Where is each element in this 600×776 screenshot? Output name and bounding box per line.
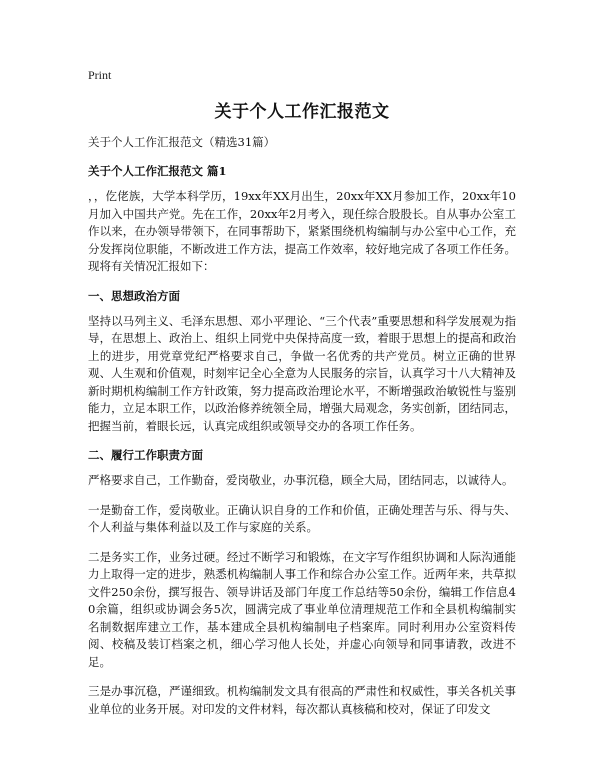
point-three-paragraph: 三是办事沉稳，严谨细致。机构编制发文具有很高的严肃性和权威性，事关各机关事业单位的业务开展。对印发的文件材料，每次都认真核稿和校对，保证了印发文	[88, 684, 516, 716]
political-paragraph: 坚持以马列主义、毛泽东思想、邓小平理论、“三个代表”重要思想和科学发展观为指导，在思想上、政治上、组织上同党中央保持高度一致，着眼于思想上的提高和政治上的进步，用党章党纪严格要求自己，争做一名优秀的共产党员。树立正确的世界观、人生观和价值观，时刻牢记全心全意为人民服务的宗旨，认真学习十八大精神及新时期机构编制工作方针政策，努力提高政治理论水平，不断增强政治敏锐性与鉴别能力，立足本职工作，以政治修养统领全局，增强大局观念，务实创新，团结同志，把握当前，着眼长远，认真完成组织或领导交办的各项工作任务。	[88, 313, 516, 433]
point-two-paragraph: 二是务实工作，业务过硬。经过不断学习和锻炼，在文字写作组织协调和人际沟通能力上取得一定的进步，熟悉机构编制人事工作和综合办公室工作。近两年来，共草拟文件250余份，撰写报告、领导讲话及部门年度工作总结等50余份，编辑工作信息40余篇，组织或协调会务5次，圆满完成了事业单位清理规范工作和全县机构编制实名制数据库建立工作，基本建成全县机构编制电子档案库。同时利用办公室资料传阅、校稿及装订档案之机，细心学习他人长处，并虚心向领导和同事请教，改进不足。	[88, 549, 516, 669]
document-page	[88, 68, 516, 730]
section-heading-duties: 二、履行工作职责方面	[88, 448, 203, 462]
section-heading-political: 一、思想政治方面	[88, 288, 180, 303]
article-heading: 关于个人工作汇报范文 篇1	[88, 164, 227, 178]
print-link[interactable]: Print	[88, 68, 112, 82]
page-title: 关于个人工作汇报范文	[214, 102, 390, 122]
intro-paragraph: ，，仡佬族，大学本科学历，19xx年XX月出生，20xx年XX月参加工作，20xx年10月加入中国共产党。先在工作，20xx年2月考入，现任综合股股长。自从事办公室工作以来，在办领导带领下，在同事帮助下，紧紧围绕机构编制与办公室中心工作，充分发挥岗位职能，不断改进工作方法，提高工作效率，较好地完成了各项工作任务。现将有关情况汇报如下：	[88, 189, 516, 273]
duties-intro-paragraph: 严格要求自己，工作勤奋，爱岗敬业，办事沉稳，顾全大局，团结同志，以诚待人。	[88, 473, 514, 487]
document-subtitle: 关于个人工作汇报范文（精选31篇）	[88, 135, 276, 149]
point-one-paragraph: 一是勤奋工作，爱岗敬业。正确认识自身的工作和价值，正确处理苦与乐、得与失、个人利益与集体利益以及工作与家庭的关系。	[88, 502, 516, 534]
